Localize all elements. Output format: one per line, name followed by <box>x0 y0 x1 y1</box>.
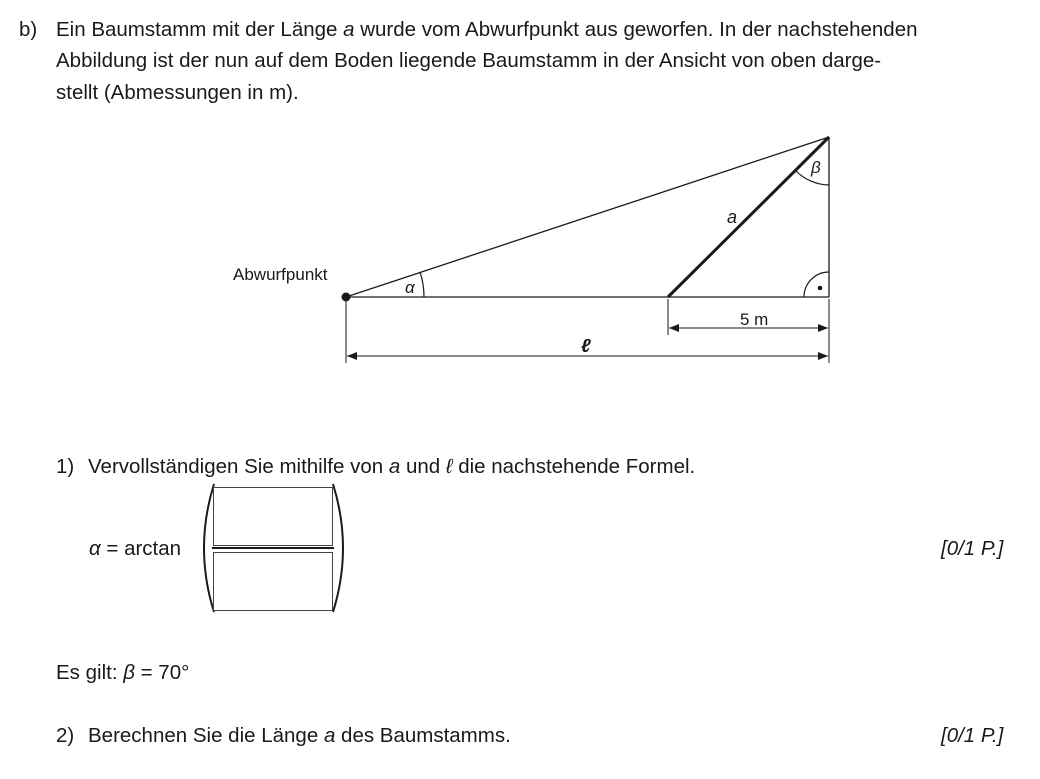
q2-points: [0/1 P.] <box>941 724 1004 747</box>
numerator-input-box[interactable] <box>213 487 333 546</box>
intro-line-3: stellt (Abmessungen in m). <box>56 81 299 104</box>
right-paren <box>333 484 343 612</box>
intro-line-2: Abbildung ist der nun auf dem Boden liegende Baumstamm in der Ansicht von oben darge- <box>56 49 882 72</box>
dim-5m-label: 5 m <box>740 310 769 329</box>
dim-l-label: ℓ <box>581 336 591 357</box>
q2-number: 2) <box>56 724 75 747</box>
q1-var-a: a <box>388 455 401 478</box>
denominator-input-box[interactable] <box>213 552 333 611</box>
formula-alpha: α <box>89 537 101 560</box>
trunk-a-label: a <box>727 207 738 227</box>
q2-var-a: a <box>323 724 336 747</box>
q2-text-b: des Baumstamms. <box>335 724 511 747</box>
given-statement <box>56 658 189 688</box>
q1-text-c: die nachstehende Formel. <box>452 455 696 478</box>
given-value: = 70° <box>134 661 190 684</box>
formula-arctan: = arctan <box>100 537 182 560</box>
q1-text-b: und <box>400 455 446 478</box>
beta-label: β <box>811 158 821 177</box>
intro-text-1b: wurde vom Abwurfpunkt aus geworfen. In der nachstehenden <box>354 18 918 41</box>
task-label: b) <box>19 18 38 41</box>
intro-var-a: a <box>343 18 355 41</box>
q2-text <box>88 721 511 751</box>
given-prefix: Es gilt: <box>56 661 124 684</box>
alpha-label: α <box>405 278 415 297</box>
q1-number: 1) <box>56 455 75 478</box>
throw-point-label: Abwurfpunkt <box>233 265 328 284</box>
given-beta: β <box>123 661 135 684</box>
q1-points: [0/1 P.] <box>941 537 1004 560</box>
q1-text-a: Vervollständigen Sie mithilfe von <box>88 455 389 478</box>
fraction-bar <box>212 547 334 549</box>
intro-text-1a: Ein Baumstamm mit der Länge <box>56 18 344 41</box>
q2-text-a: Berechnen Sie die Länge <box>88 724 324 747</box>
q1-var-l: ℓ <box>445 455 453 478</box>
